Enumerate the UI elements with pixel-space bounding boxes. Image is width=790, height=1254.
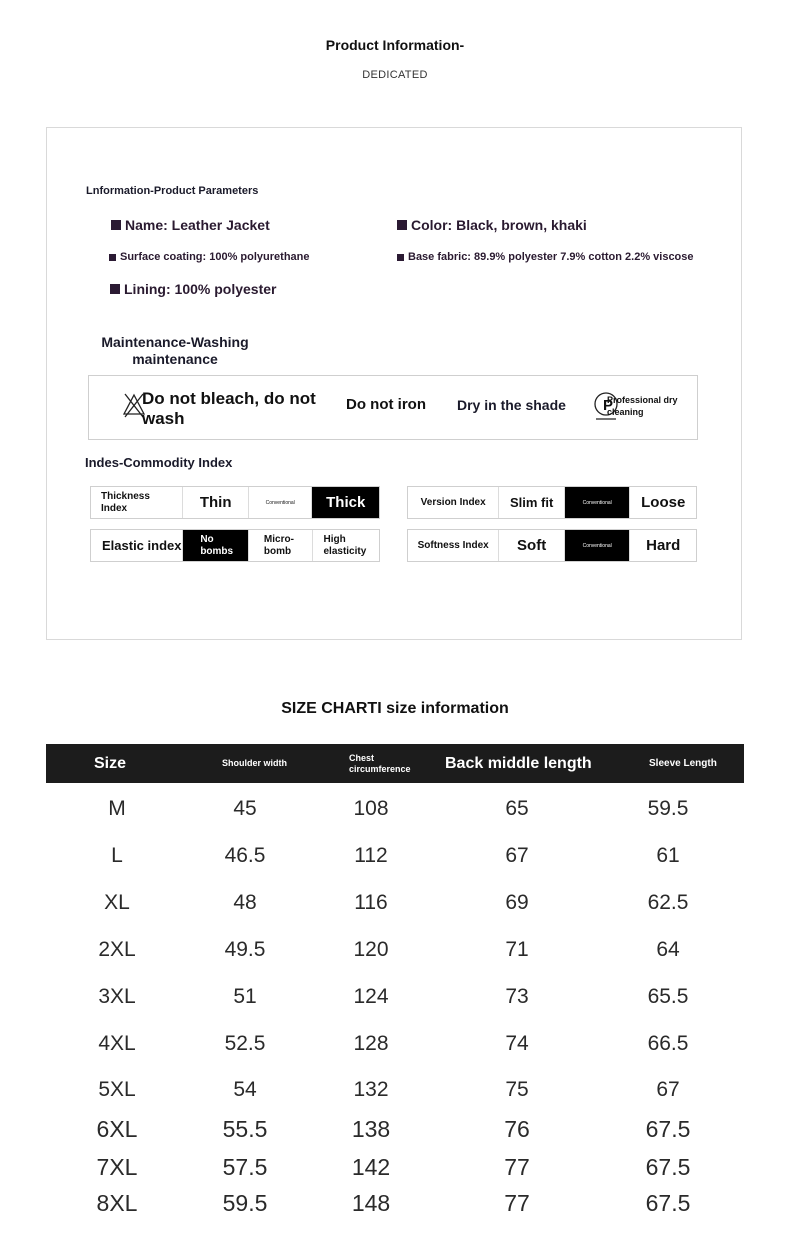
- cell-sleeve: 61: [656, 844, 680, 867]
- care-dry-clean: [607, 394, 678, 418]
- elastic-mid-line2: bomb: [263, 545, 292, 557]
- elastic-high: [313, 530, 379, 561]
- param-surface-coating: [109, 251, 310, 263]
- table-row: [46, 1185, 744, 1221]
- cell-shoulder: 57.5: [222, 1153, 268, 1180]
- cell-sleeve: 67.5: [645, 1189, 691, 1216]
- cell-sleeve: 66.5: [647, 1032, 689, 1055]
- param-base-fabric: [397, 251, 694, 263]
- cell-sleeve: 64: [656, 938, 680, 961]
- param-color: [397, 217, 587, 233]
- bullet-square-icon: [397, 254, 404, 261]
- cell-back: 67: [505, 844, 529, 867]
- cell-chest: 112: [354, 844, 388, 867]
- cell-sleeve: 59.5: [647, 797, 689, 820]
- cell-size: XL: [104, 891, 130, 914]
- cell-back: 77: [504, 1153, 530, 1180]
- cell-chest: 116: [354, 891, 388, 914]
- param-name-text: Name: Leather Jacket: [125, 217, 270, 233]
- thickness-label-line1: Thickness: [101, 490, 150, 502]
- header-size: Size: [94, 754, 127, 772]
- elastic-mid: [249, 530, 314, 561]
- elastic-high-line2: elasticity: [323, 545, 367, 557]
- elastic-label: Elastic index: [91, 530, 183, 561]
- thickness-mid: Conventional: [249, 487, 313, 518]
- elastic-low-line1: No: [200, 533, 214, 545]
- size-chart-title: SIZE CHARTI size information: [281, 700, 509, 717]
- size-chart-header: [46, 744, 744, 783]
- care-dry-shade: Dry in the shade: [457, 397, 566, 413]
- param-color-text: Color: Black, brown, khaki: [411, 217, 587, 233]
- softness-high: Hard: [646, 536, 681, 554]
- care-no-bleach-line2: wash: [142, 409, 185, 428]
- cell-shoulder: 51: [233, 985, 257, 1008]
- header-sleeve: Sleeve Length: [649, 757, 717, 769]
- cell-chest: 132: [353, 1078, 389, 1101]
- care-no-bleach: [142, 389, 316, 429]
- header-shoulder: Shoulder width: [222, 758, 287, 769]
- thickness-low: Thin: [183, 487, 249, 518]
- cell-size: 2XL: [98, 938, 136, 961]
- cell-size: 4XL: [98, 1032, 136, 1055]
- page-subtitle: DEDICATED: [362, 69, 428, 81]
- param-base-fabric-text: Base fabric: 89.9% polyester 7.9% cotton 2.2% viscose: [408, 251, 694, 263]
- cell-size: M: [108, 797, 126, 820]
- param-surface-coating-text: Surface coating: 100% polyurethane: [120, 251, 310, 263]
- thickness-label: [91, 487, 183, 518]
- param-lining-text: Lining: 100% polyester: [124, 281, 277, 297]
- dry-clean-symbol: P: [603, 397, 614, 414]
- page-title: Product Information-: [325, 37, 465, 53]
- cell-back: 73: [505, 985, 529, 1008]
- version-index-table: [407, 486, 697, 519]
- maintenance-heading-line2: maintenance: [132, 351, 218, 367]
- version-label: Version Index: [408, 487, 499, 518]
- cell-chest: 148: [351, 1189, 391, 1216]
- cell-shoulder: 45: [233, 797, 257, 820]
- cell-chest: 128: [353, 1032, 389, 1055]
- bullet-square-icon: [109, 254, 116, 261]
- elastic-high-line1: High: [323, 533, 346, 545]
- cell-shoulder: 48: [233, 891, 257, 914]
- bullet-square-icon: [397, 220, 407, 230]
- bullet-square-icon: [110, 284, 120, 294]
- header-chest-line1: Chest: [349, 752, 375, 763]
- cell-sleeve: 67: [656, 1078, 680, 1101]
- elastic-mid-line1: Micro-: [263, 533, 294, 545]
- care-no-bleach-line1: Do not bleach, do not: [142, 389, 316, 408]
- softness-mid-selected: Conventional: [565, 530, 631, 561]
- version-low: Slim fit: [499, 487, 565, 518]
- cell-chest: 124: [353, 985, 389, 1008]
- thickness-high-selected: Thick: [312, 487, 379, 518]
- cell-chest: 108: [353, 797, 389, 820]
- cell-shoulder: 54: [233, 1078, 257, 1101]
- header-chest-line2: circumference: [349, 763, 411, 774]
- header-back: Back middle length: [445, 754, 592, 772]
- table-row: [46, 1111, 744, 1147]
- cell-sleeve: 67.5: [645, 1115, 691, 1142]
- table-row: [46, 1026, 744, 1062]
- parameters-heading: Lnformation-Product Parameters: [86, 185, 259, 197]
- cell-size: 3XL: [98, 985, 136, 1008]
- table-row: [46, 885, 744, 921]
- thickness-label-line2: Index: [101, 502, 128, 514]
- cell-sleeve: 62.5: [647, 891, 689, 914]
- softness-low: Soft: [499, 530, 565, 561]
- softness-index-table: [407, 529, 697, 562]
- cell-size: 8XL: [96, 1189, 138, 1216]
- bullet-square-icon: [111, 220, 121, 230]
- table-row: [46, 979, 744, 1015]
- cell-shoulder: 46.5: [224, 844, 266, 867]
- care-dry-clean-line1: Professional dry: [607, 395, 678, 405]
- cell-chest: 138: [351, 1115, 391, 1142]
- table-row: [46, 932, 744, 968]
- cell-chest: 120: [353, 938, 389, 961]
- maintenance-heading-line1: Maintenance-Washing: [101, 334, 249, 350]
- param-lining: [110, 281, 276, 297]
- care-no-iron: Do not iron: [346, 396, 426, 413]
- cell-size: 7XL: [96, 1153, 138, 1180]
- cell-size: 6XL: [96, 1115, 138, 1142]
- header-chest: [349, 744, 411, 783]
- cell-shoulder: 52.5: [224, 1032, 266, 1055]
- cell-back: 76: [504, 1115, 530, 1142]
- elastic-index-table: [90, 529, 380, 562]
- softness-label: Softness Index: [408, 530, 499, 561]
- cell-back: 69: [505, 891, 529, 914]
- cell-size: 5XL: [98, 1078, 136, 1101]
- maintenance-heading: [90, 334, 260, 368]
- table-row: [46, 791, 744, 827]
- cell-sleeve: 65.5: [647, 985, 689, 1008]
- cell-back: 77: [504, 1189, 530, 1216]
- elastic-low-selected: [183, 530, 249, 561]
- cell-sleeve: 67.5: [645, 1153, 691, 1180]
- version-high: Loose: [641, 493, 686, 511]
- commodity-index-heading: Indes-Commodity Index: [85, 455, 233, 470]
- care-dry-clean-line2: cleaning: [607, 407, 644, 417]
- cell-shoulder: 59.5: [222, 1189, 268, 1216]
- thickness-index-table: [90, 486, 380, 519]
- table-row: [46, 838, 744, 874]
- cell-back: 75: [505, 1078, 529, 1101]
- cell-back: 71: [505, 938, 529, 961]
- table-row: [46, 1149, 744, 1185]
- table-row: [46, 1072, 744, 1108]
- elastic-low-line2: bombs: [200, 545, 234, 557]
- cell-back: 74: [505, 1032, 529, 1055]
- cell-shoulder: 49.5: [224, 938, 266, 961]
- param-name: [111, 217, 270, 233]
- version-mid-selected: Conventional: [565, 487, 631, 518]
- cell-size: L: [111, 844, 123, 867]
- cell-chest: 142: [351, 1153, 391, 1180]
- cell-back: 65: [505, 797, 529, 820]
- cell-shoulder: 55.5: [222, 1115, 268, 1142]
